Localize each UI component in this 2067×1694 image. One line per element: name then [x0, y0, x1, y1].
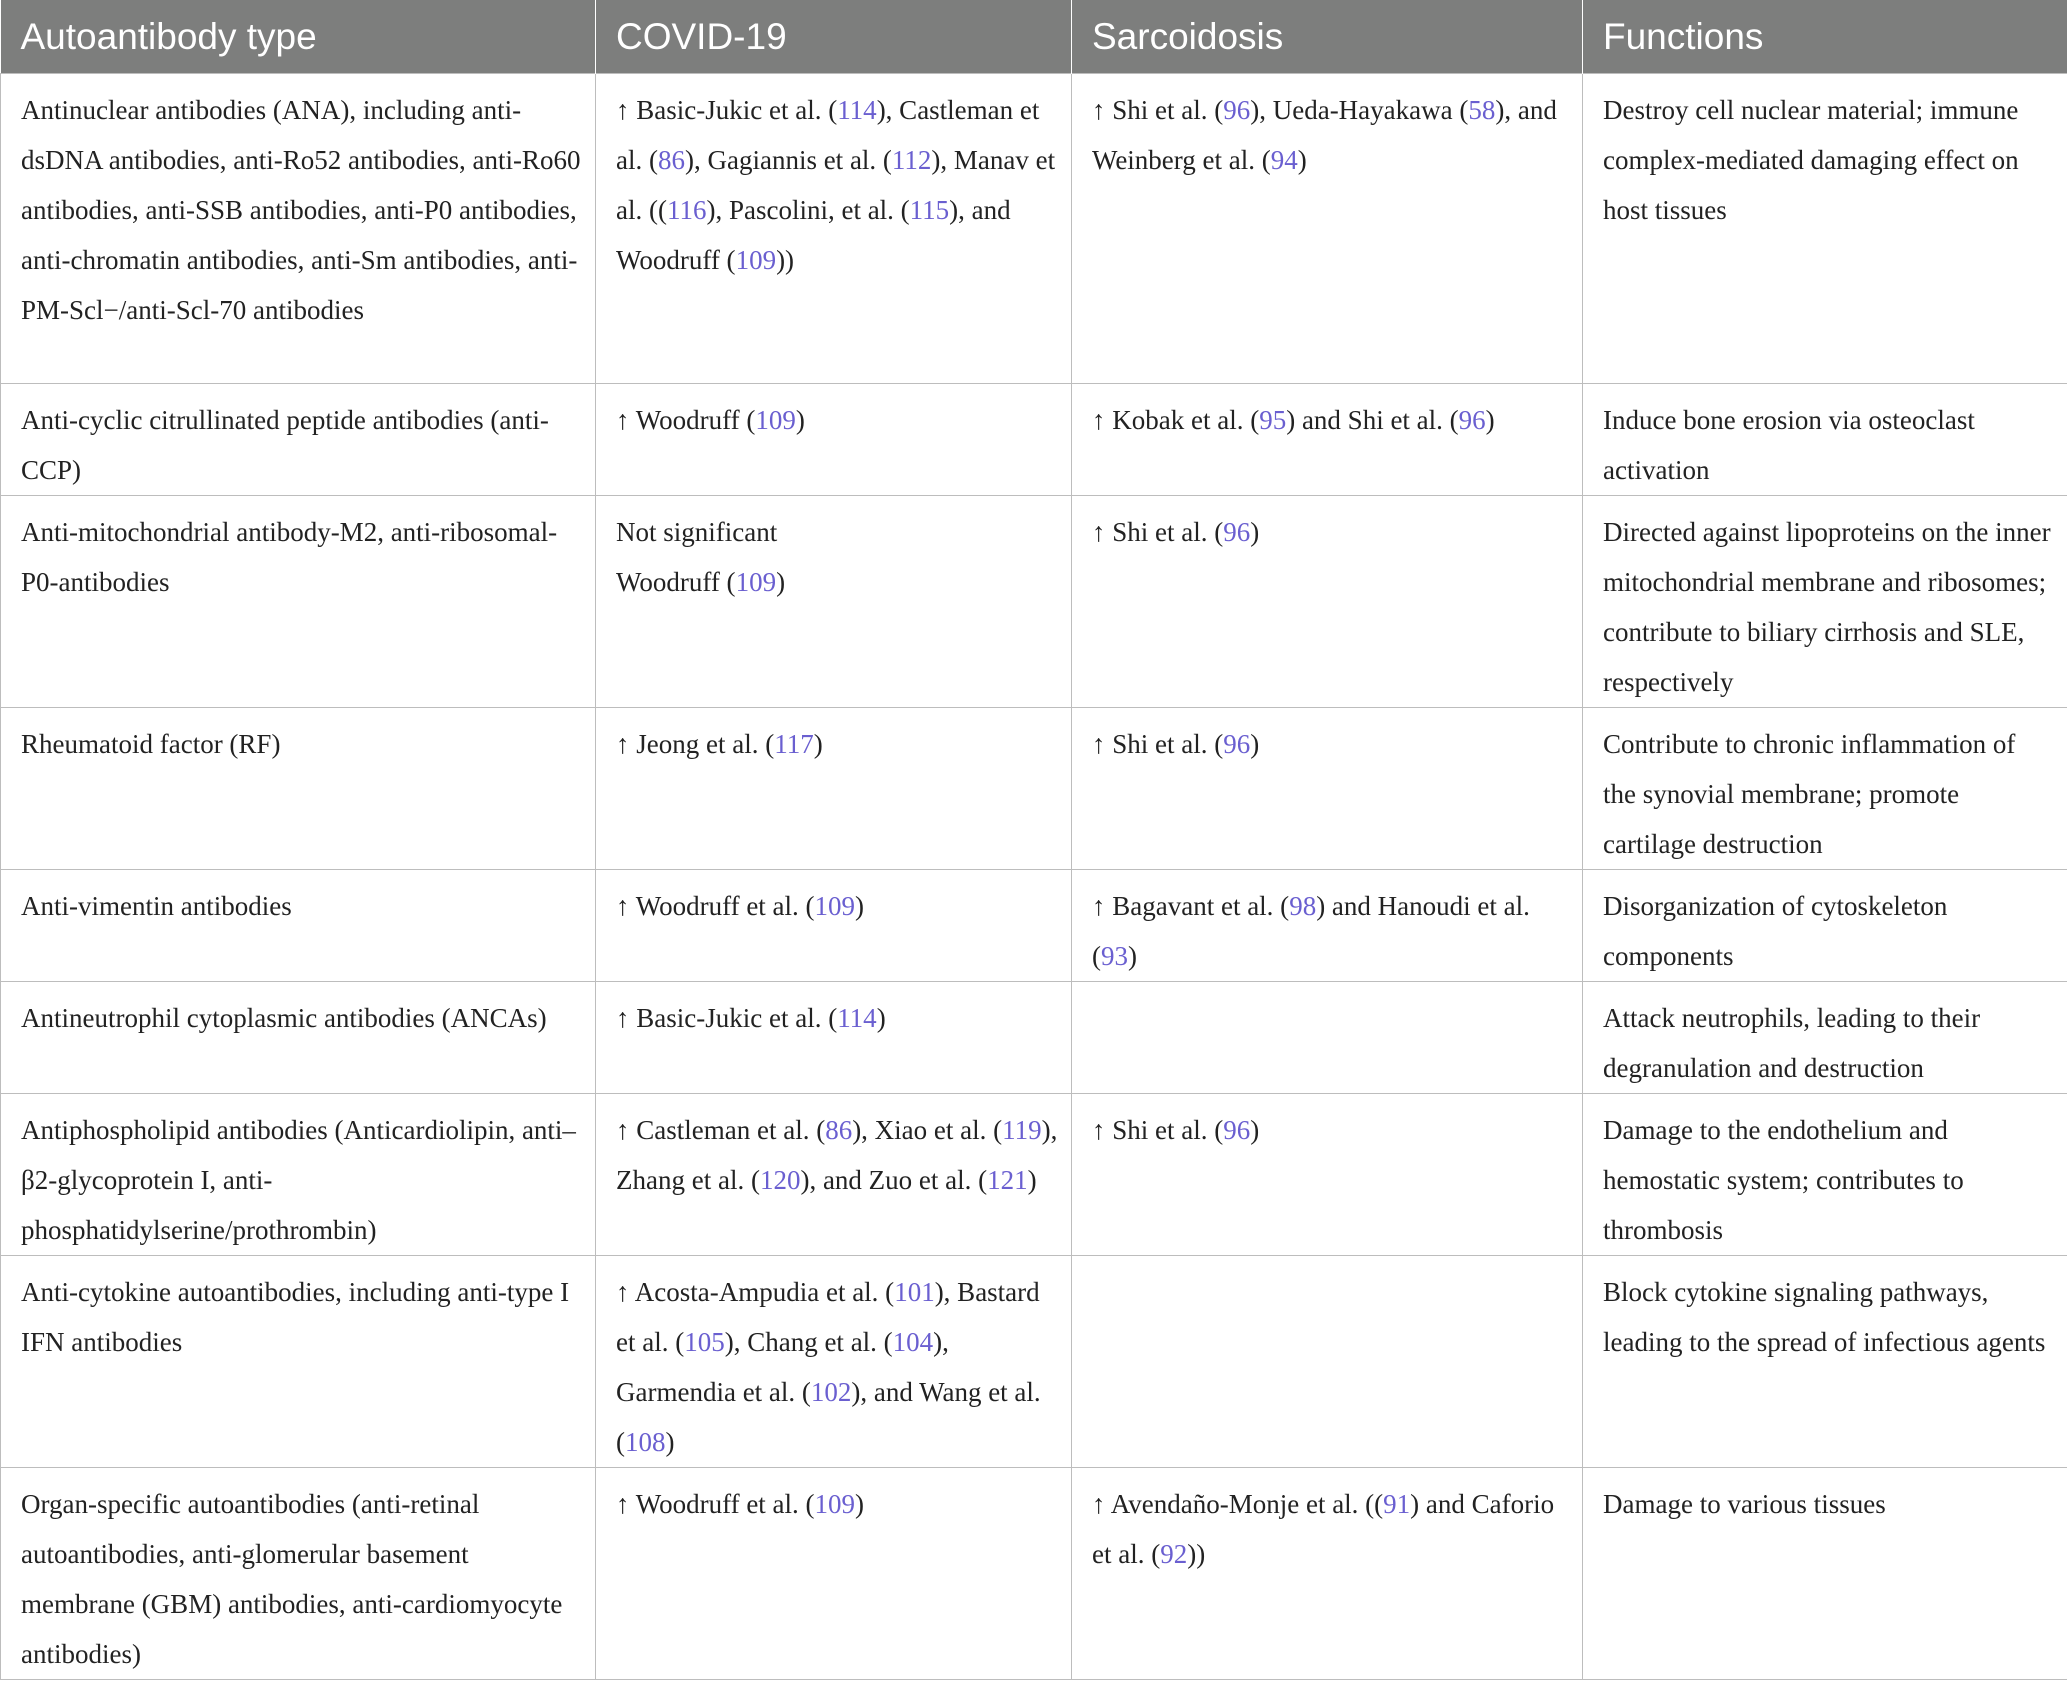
reference-link[interactable]: 93 [1101, 941, 1128, 971]
sarcoidosis-text: ↑ Kobak et al. (95) and Shi et al. (96) [1092, 405, 1495, 435]
sarcoidosis-text: ↑ Shi et al. (96) [1092, 1115, 1260, 1145]
header-autoantibody-type: Autoantibody type [1, 0, 596, 74]
functions-text: Destroy cell nuclear material; immune complex-mediated damaging effect on host tissues [1603, 95, 2019, 225]
reference-link[interactable]: 96 [1223, 1115, 1251, 1145]
functions-text: Damage to various tissues [1603, 1489, 1886, 1519]
sarcoidosis-cell [1072, 384, 1583, 496]
autoantibody-type-cell [1, 496, 596, 708]
reference-link[interactable]: 96 [1223, 729, 1251, 759]
functions-text: Block cytokine signaling pathways, leading to the spread of infectious agents [1603, 1277, 2046, 1357]
reference-link[interactable]: 121 [987, 1165, 1028, 1195]
table-body [1, 74, 2067, 1680]
covid-19-line: Not significant [616, 517, 778, 547]
reference-link[interactable]: 120 [759, 1165, 801, 1195]
table-row [1, 74, 2067, 384]
reference-link[interactable]: 102 [810, 1377, 852, 1407]
sarcoidosis-cell [1072, 982, 1583, 1094]
reference-link[interactable]: 109 [735, 245, 777, 275]
covid-19-cell [596, 74, 1072, 384]
reference-link[interactable]: 98 [1289, 891, 1317, 921]
covid-19-line: Woodruff (109) [616, 567, 786, 597]
autoantibody-type-text: Antiphospholipid antibodies (Anticardiolipin, anti–β2-glycoprotein I, anti-phosphatidylserine/prothrombin) [21, 1115, 576, 1245]
functions-text: Induce bone erosion via osteoclast activation [1603, 405, 1975, 485]
reference-link[interactable]: 115 [909, 195, 950, 225]
autoantibody-type-text: Organ-specific autoantibodies (anti-retinal autoantibodies, anti-glomerular basement membrane (GBM) antibodies, anti-cardiomyocyte antibodies) [21, 1489, 563, 1669]
table-row [1, 1256, 2067, 1468]
table-row [1, 384, 2067, 496]
covid-19-cell [596, 708, 1072, 870]
sarcoidosis-text: ↑ Bagavant et al. (98) and Hanoudi et al. (93) [1092, 891, 1530, 971]
functions-cell [1583, 74, 2067, 384]
covid-19-cell [596, 1468, 1072, 1680]
reference-link[interactable]: 109 [735, 567, 777, 597]
covid-19-text: ↑ Woodruff et al. (109) [616, 1489, 865, 1519]
header-covid-19: COVID-19 [596, 0, 1072, 74]
autoantibody-type-cell [1, 708, 596, 870]
functions-text: Disorganization of cytoskeleton components [1603, 891, 1948, 971]
sarcoidosis-cell [1072, 1256, 1583, 1468]
functions-cell [1583, 496, 2067, 708]
autoantibody-type-cell [1, 982, 596, 1094]
reference-link[interactable]: 86 [657, 145, 685, 175]
autoantibody-type-cell [1, 1256, 596, 1468]
reference-link[interactable]: 104 [892, 1327, 934, 1357]
covid-19-cell [596, 1256, 1072, 1468]
reference-link[interactable]: 109 [814, 1489, 856, 1519]
covid-19-text: ↑ Woodruff et al. (109) [616, 891, 865, 921]
functions-cell [1583, 1094, 2067, 1256]
functions-cell [1583, 982, 2067, 1094]
sarcoidosis-cell [1072, 496, 1583, 708]
sarcoidosis-text: ↑ Shi et al. (96) [1092, 729, 1260, 759]
sarcoidosis-cell [1072, 1468, 1583, 1680]
autoantibody-type-cell [1, 1094, 596, 1256]
autoantibody-type-text: Anti-vimentin antibodies [21, 891, 292, 921]
reference-link[interactable]: 105 [684, 1327, 725, 1357]
reference-link[interactable]: 58 [1468, 95, 1496, 125]
sarcoidosis-text: ↑ Shi et al. (96) [1092, 517, 1260, 547]
covid-19-cell [596, 496, 1072, 708]
covid-19-cell [596, 384, 1072, 496]
reference-link[interactable]: 94 [1270, 145, 1298, 175]
autoantibody-type-text: Rheumatoid factor (RF) [21, 729, 281, 759]
covid-19-text: ↑ Basic-Jukic et al. (114), Castleman et al. (86), Gagiannis et al. (112), Manav et al. ((116), Pascolini, et al. (115), and Woodruff (109)) [616, 95, 1056, 275]
sarcoidosis-cell [1072, 708, 1583, 870]
table-row [1, 982, 2067, 1094]
header-sarcoidosis: Sarcoidosis [1072, 0, 1583, 74]
reference-link[interactable]: 96 [1223, 95, 1251, 125]
reference-link[interactable]: 116 [666, 195, 707, 225]
functions-cell [1583, 1468, 2067, 1680]
covid-19-cell [596, 982, 1072, 1094]
reference-link[interactable]: 95 [1259, 405, 1287, 435]
table-row [1, 870, 2067, 982]
covid-19-text: ↑ Basic-Jukic et al. (114) [616, 1003, 886, 1033]
reference-link[interactable]: 109 [814, 891, 856, 921]
covid-19-text: ↑ Castleman et al. (86), Xiao et al. (119), Zhang et al. (120), and Zuo et al. (121) [616, 1115, 1058, 1195]
reference-link[interactable]: 96 [1458, 405, 1486, 435]
covid-19-text: ↑ Jeong et al. (117) [616, 729, 823, 759]
functions-text: Directed against lipoproteins on the inner mitochondrial membrane and ribosomes; contribute to biliary cirrhosis and SLE, respectively [1603, 517, 2051, 697]
autoantibody-type-text: Anti-mitochondrial antibody-M2, anti-ribosomal-P0-antibodies [21, 517, 558, 597]
autoantibody-type-cell [1, 74, 596, 384]
autoantibody-type-text: Antinuclear antibodies (ANA), including anti-dsDNA antibodies, anti-Ro52 antibodies, anti-Ro60 antibodies, anti-SSB antibodies, anti-P0 antibodies, anti-chromatin antibodies, anti-Sm antibodies, anti-PM-Scl−/anti-Scl-70 antibodies [21, 95, 581, 325]
sarcoidosis-cell [1072, 870, 1583, 982]
sarcoidosis-text: ↑ Avendaño-Monje et al. ((91) and Caforio et al. (92)) [1092, 1489, 1555, 1569]
table-row [1, 1094, 2067, 1256]
table-row [1, 1468, 2067, 1680]
functions-text: Contribute to chronic inflammation of the synovial membrane; promote cartilage destruction [1603, 729, 2016, 859]
functions-cell [1583, 870, 2067, 982]
functions-cell [1583, 1256, 2067, 1468]
autoantibody-type-cell [1, 1468, 596, 1680]
header-row [1, 0, 2067, 74]
reference-link[interactable]: 96 [1223, 517, 1251, 547]
reference-link[interactable]: 114 [837, 95, 877, 125]
reference-link[interactable]: 86 [825, 1115, 853, 1145]
table-row [1, 496, 2067, 708]
autoantibody-type-cell [1, 384, 596, 496]
autoantibody-type-text: Anti-cytokine autoantibodies, including anti-type I IFN antibodies [21, 1277, 570, 1357]
reference-link[interactable]: 101 [894, 1277, 935, 1307]
reference-link[interactable]: 119 [1002, 1115, 1042, 1145]
covid-19-text: ↑ Woodruff (109) [616, 405, 805, 435]
reference-link[interactable]: 92 [1160, 1539, 1188, 1569]
autoantibody-type-text: Antineutrophil cytoplasmic antibodies (ANCAs) [21, 1003, 547, 1033]
functions-cell [1583, 384, 2067, 496]
sarcoidosis-text: ↑ Shi et al. (96), Ueda-Hayakawa (58), and Weinberg et al. (94) [1092, 95, 1557, 175]
reference-link[interactable]: 112 [891, 145, 932, 175]
reference-link[interactable]: 109 [755, 405, 796, 435]
sarcoidosis-cell [1072, 74, 1583, 384]
functions-text: Damage to the endothelium and hemostatic system; contributes to thrombosis [1603, 1115, 1964, 1245]
sarcoidosis-cell [1072, 1094, 1583, 1256]
header-functions: Functions [1583, 0, 2067, 74]
reference-link[interactable]: 117 [774, 729, 814, 759]
reference-link[interactable]: 114 [837, 1003, 877, 1033]
covid-19-text: ↑ Acosta-Ampudia et al. (101), Bastard et al. (105), Chang et al. (104), Garmendia et al. (102), and Wang et al. (108) [616, 1277, 1041, 1457]
functions-cell [1583, 708, 2067, 870]
reference-link[interactable]: 108 [625, 1427, 666, 1457]
table-row [1, 708, 2067, 870]
functions-text: Attack neutrophils, leading to their degranulation and destruction [1603, 1003, 1981, 1083]
covid-19-cell [596, 1094, 1072, 1256]
autoantibody-type-text: Anti-cyclic citrullinated peptide antibodies (anti-CCP) [21, 405, 549, 485]
reference-link[interactable]: 91 [1383, 1489, 1411, 1519]
covid-19-cell [596, 870, 1072, 982]
autoantibody-type-cell [1, 870, 596, 982]
